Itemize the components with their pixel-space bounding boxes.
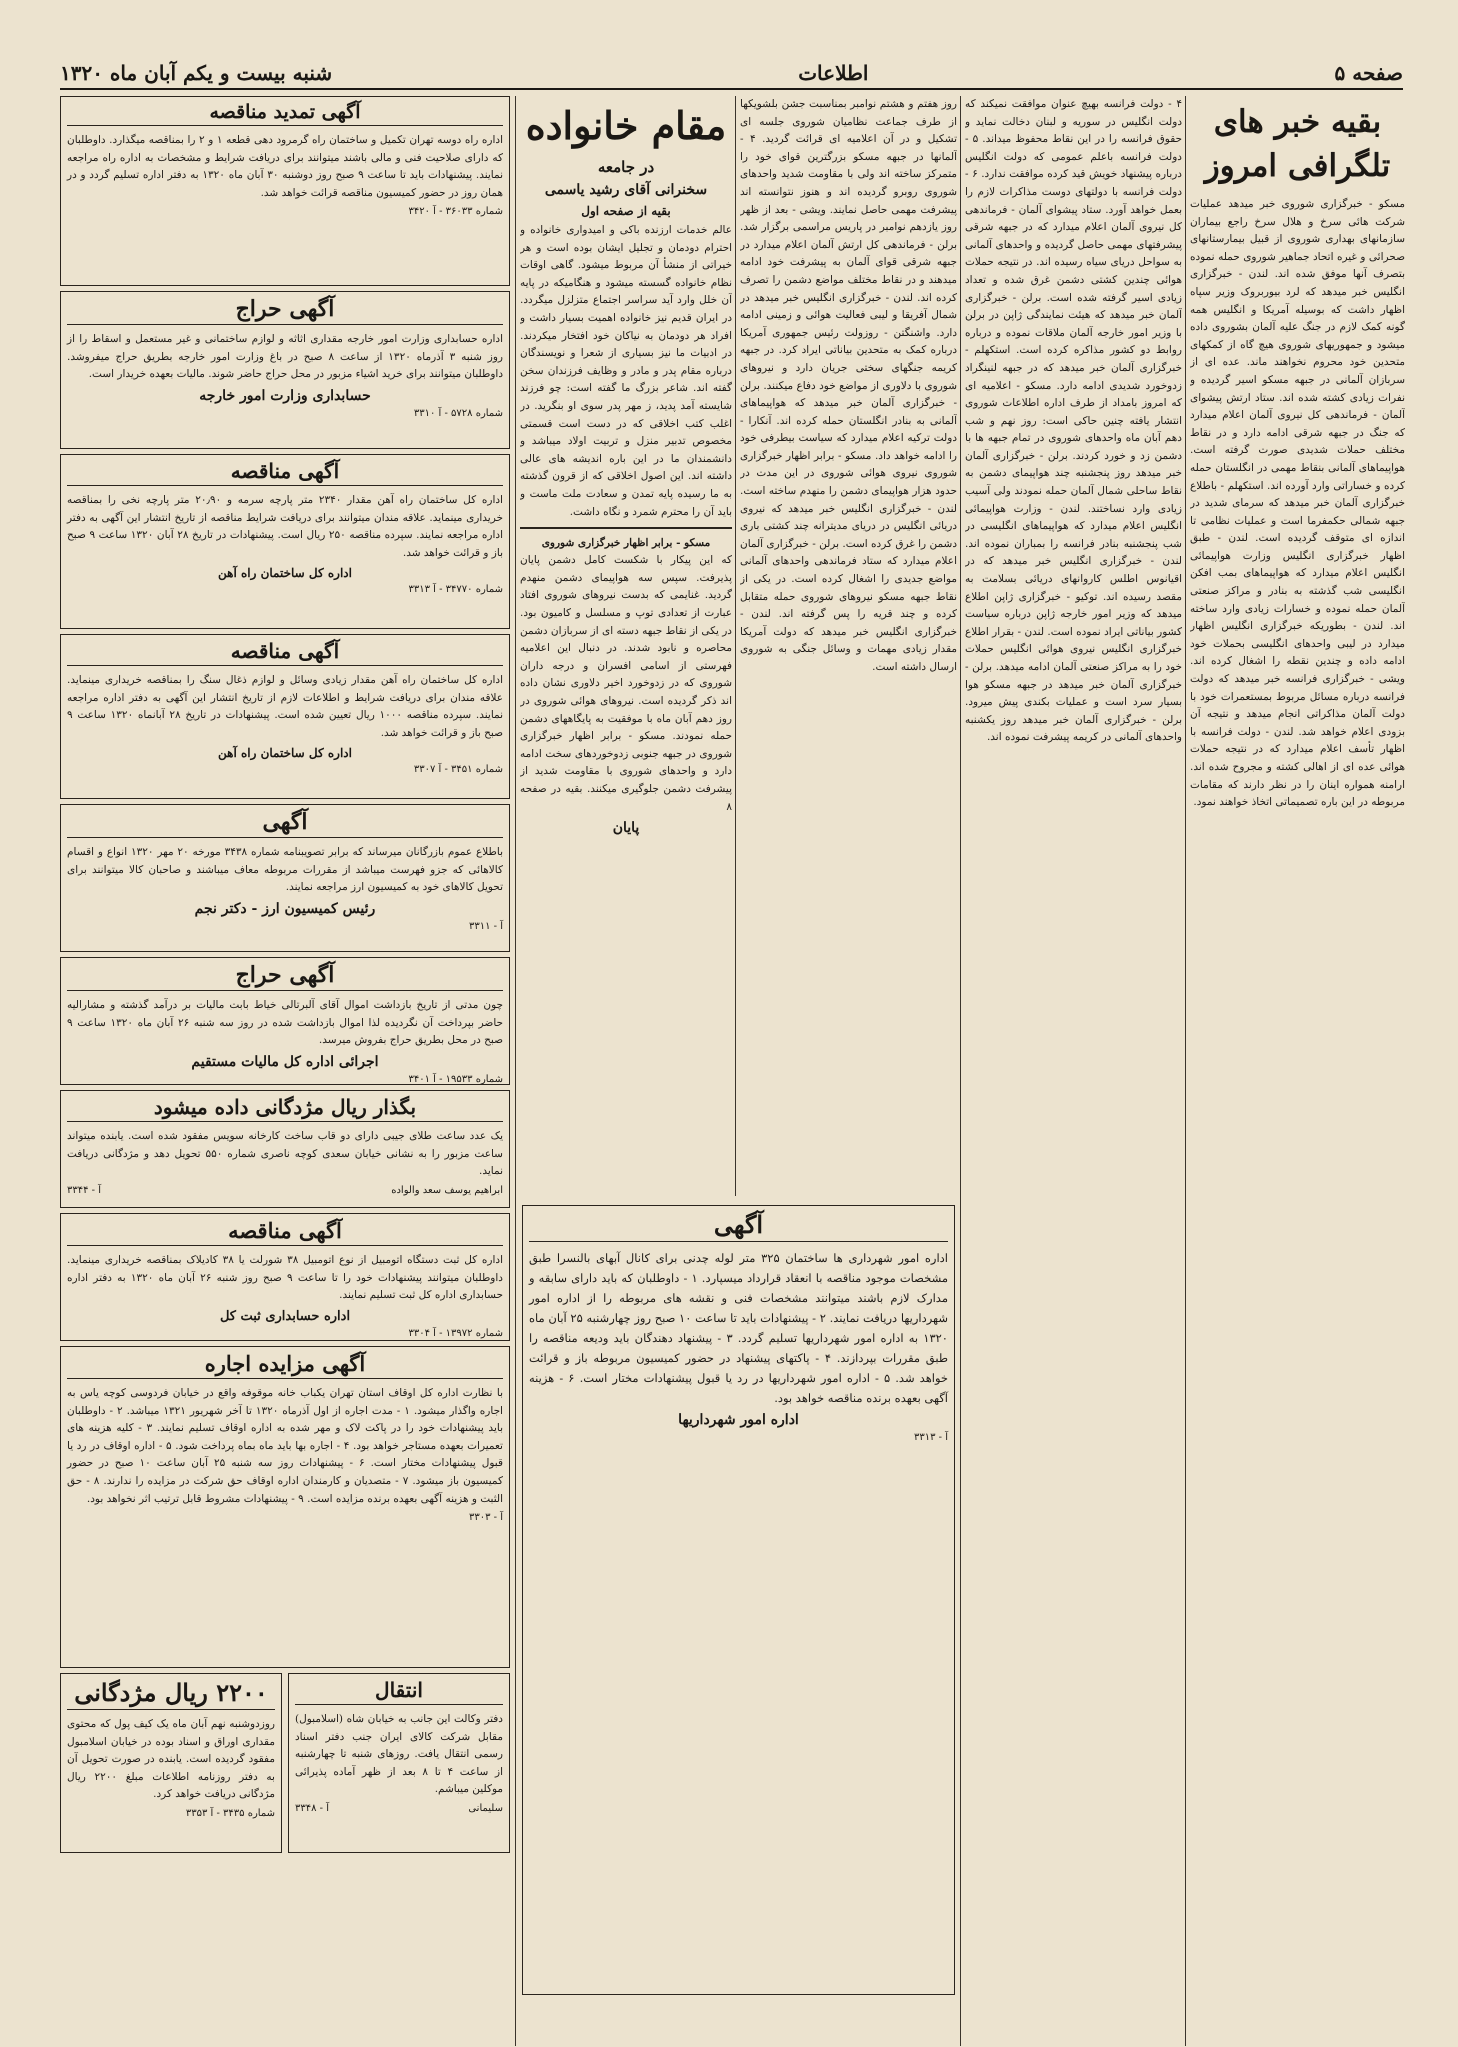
ad-reference [67, 1512, 503, 1523]
ad-signature: رئیس کمیسیون ارز - دکتر نجم [194, 900, 376, 917]
ad-box [60, 1346, 510, 1668]
ad-number: آ - ۳۳۴۸ [295, 1802, 329, 1814]
ad-reference [295, 1803, 503, 1814]
column-rule [515, 96, 516, 2046]
ad-number: شماره ۳۴۵۱ - آ ۳۳۰۷ [413, 764, 503, 776]
ad-reference [67, 921, 503, 932]
ad-number: آ - ۳۳۴۴ [67, 1184, 101, 1196]
continued-from: بقیه از صفحه اول [581, 204, 671, 218]
ad-title: ۲۲۰۰ ریال مژدگانی [67, 1678, 275, 1710]
ad-signature: ابراهیم یوسف سعد والواده [391, 1184, 503, 1196]
ad-signature: اداره کل ساختمان راه آهن [218, 566, 352, 581]
ad-body: اداره راه دوسه تهران تکمیل و ساختمان راه گرمرود دهی قطعه ۱ و ۲ را بمناقصه میگذارد. داوطلبان که دارای صلاحیت فنی و مالی باشند میتوانند برای دریافت شرایط و مشخصات به اداره راه مراجعه نمایند. پیشنهادات باید تا ساعت ۹ صبح روز دوشنبه ۳۰ آبان ماه ۱۳۲۰ به دفتر اداره تسلیم گردد و در همان روز در حضور کمیسیون مناقصه قرائت خواهد شد. [67, 134, 504, 199]
ad-reference [67, 1328, 503, 1339]
headline: بقیه خبر های تلگرافی امروز [1204, 104, 1391, 184]
ad-title: آگهی مناقصه [67, 639, 503, 666]
news-title: مسکو - برابر اظهار خبرگزاری شوروی [541, 536, 711, 549]
ad-signature: حسابداری وزارت امور خارجه [199, 387, 371, 404]
ad-reference [529, 1432, 948, 1443]
ad-title: آگهی مناقصه [67, 459, 503, 486]
newspaper-name: اطلاعات [798, 61, 869, 85]
ad-number: شماره ۱۹۵۳۳ - آ ۳۴۰۱ [408, 1073, 503, 1085]
ad-box [60, 804, 510, 952]
ad-signature: اداره کل ساختمان راه آهن [218, 746, 352, 761]
ad-title: آگهی مزایده اجاره [67, 1351, 503, 1379]
ad-body: دفتر وکالت این جانب به خیابان شاه (اسلامبول) مقابل شرکت کالای ایران جنب دفتر اسناد رسمی انتقال یافت. روزهای شنبه تا چهارشنبه از ساعت ۴ تا ۸ بعد از ظهر آماده پذیرائی موکلین میباشم. [295, 1713, 503, 1796]
ad-number: آ - ۳۳۱۱ [469, 920, 503, 932]
ad-number: شماره ۱۳۹۷۲ - آ ۳۳۰۴ [408, 1327, 503, 1339]
news-column-2 [965, 96, 1182, 2046]
divider [520, 527, 732, 529]
ad-box [60, 1673, 282, 1853]
ad-reference [67, 1808, 275, 1819]
ad-title: آگهی تمدید مناقصه [67, 101, 503, 126]
ad-box [60, 1090, 510, 1208]
ad-title: آگهی مناقصه [67, 1218, 503, 1246]
ad-reference [67, 206, 503, 217]
bottom-ads-row [60, 1673, 510, 1853]
ad-reference [67, 764, 503, 775]
ad-title: آگهی [529, 1210, 948, 1242]
ad-body: اداره حسابداری وزارت امور خارجه مقداری اثاثه و لوازم ساختمانی و غیر مستعمل و اسقاط را از روز شنبه ۳ آذرماه ۱۳۲۰ از ساعت ۸ صبح در باغ وزارت امور خارجه بطریق حراج میفروشد. داوطلبان میتوانند برای خرید اشیاء مزبور در محل حراج حاضر شوند. مالیات بعهده خریدار است. [67, 333, 503, 381]
ad-body: باطلاع عموم بازرگانان میرساند که برابر تصویبنامه شماره ۳۴۳۸ مورخه ۲۰ مهر ۱۳۲۰ انواع و اقسام کالاهائی که جزو فهرست میباشد از مقررات مربوطه معاف میباشند و صاحبان کالا میتوانند برای تحویل کالاهای خود به کمیسیون ارز مراجعه نمایند. [67, 846, 504, 894]
ad-title: آگهی حراج [67, 962, 503, 991]
ad-title: آگهی [67, 809, 503, 838]
feature-column [520, 96, 732, 1196]
ad-box [288, 1673, 510, 1853]
news-column-1 [1190, 96, 1405, 2046]
column-rule [1185, 96, 1186, 2046]
ads-column [60, 96, 510, 2046]
ad-body: اداره کل ساختمان راه آهن مقدار ۲۳۴۰ متر پارچه سرمه و ۲۰٫۹۰ متر پارچه نخی را بمناقصه خریداری مینماید. علاقه مندان میتوانند برای دریافت شرایط مناقصه از تاریخ انتشار این آگهی به دفتر اداره مراجعه نمایند. سپرده مناقصه ۲۵۰ ریال است. پیشنهادات در تاریخ ۲۸ آبان ۱۳۲۰ ساعت ۹ صبح باز و قرائت خواهد شد. [67, 494, 503, 559]
feature-body: عالم خدمات ارزنده باکی و امیدواری خانواده و احترام دودمان و تجلیل ایشان بوده است و هر خیراتی از منشأ آن مربوط میشود. گاهی اوقات نظام خانواده گسسته میشود و هنگامیکه در پایه آن خلل وارد آید سراسر اجتماع متزلزل میگردد. در ایران قدیم نیز خانواده اهمیت بسیار داشت و افراد هر دودمان به نیاکان خود افتخار میکردند. در ادبیات ما نیز بسیاری از شعرا و نویسندگان درباره مقام پدر و مادر و وظایف فرزندان سخن گفته اند. شاعر بزرگ ما گفته است: چو فرزند شایسته آمد پدید، ز مهر پدر سوی او بنگرید. در اغلب کتب اخلاقی که در دست است قسمتی مخصوص تدبیر منزل و تربیت اولاد میباشد و دانشمندان ما در این باره اندیشه های عالی داشته اند. این اصول اخلاقی که از قرون گذشته به ما رسیده پایه تمدن و سعادت ملت ماست و باید آن را محترم شمرد و نگاه داشت. [520, 224, 732, 518]
ad-title: آگهی حراج [67, 296, 503, 325]
feature-title: مقام خانواده [525, 103, 727, 148]
ad-body: یک عدد ساعت طلای جیبی دارای دو قاب ساخت کارخانه سویس مفقود شده است. یابنده میتواند ساعت مزبور را به نشانی خیابان سعدی کوچه ناصری شماره ۵۵۰ تحویل دهد و مژدگانی دریافت نماید. [67, 1130, 503, 1178]
date-line: شنبه بیست و یکم آبان ماه ۱۳۲۰ [60, 61, 333, 85]
ad-body: اداره کل ثبت دستگاه اتومبیل از نوع اتومبیل ۳۸ شورلت یا ۳۸ کادیلاک بمناقصه خریداری مینماید. داوطلبان میتوانند پیشنهادات خود را تا ساعت ۹ صبح روز شنبه ۲۶ آبان ماه ۱۳۲۰ به دفتر اداره حسابداری اداره کل ثبت تسلیم نمایند. [67, 1254, 503, 1302]
ad-reference [67, 584, 503, 595]
ad-box [60, 96, 510, 286]
page-number: صفحه ۵ [1334, 61, 1403, 85]
ad-signature: اداره حسابداری ثبت کل [219, 1308, 351, 1324]
news-column-3 [740, 96, 957, 1196]
ad-title: انتقال [295, 1678, 503, 1705]
end-marker: پایان [612, 820, 640, 837]
ad-body: با نظارت اداره کل اوقاف استان تهران یکباب خانه موقوفه واقع در خیابان فردوسی کوچه یاس به اجاره واگذار میشود. ۱ - مدت اجاره از اول آذرماه ۱۳۲۰ تا آخر شهریور ۱۳۲۱ میباشد. ۲ - داوطلبان باید پیشنهادات خود را در پاکت لاک و مهر شده به اداره اوقاف تسلیم نمایند. ۳ - کلیه هزینه های تعمیرات بعهده مستاجر خواهد بود. ۴ - اجاره بها باید ماه بماه پرداخت شود. ۵ - اداره اوقاف در رد یا قبول پیشنهادات مختار است. ۶ - پیشنهادات روز سه شنبه ۲۵ آبان ساعت ۱۰ صبح در حضور کمیسیون باز میشود. ۷ - متصدیان و کارمندان اداره اوقاف حق شرکت در مزایده را ندارند. ۸ - حق الثبت و هزینه آگهی بعهده برنده مزایده است. ۹ - پیشنهادات مشروط قابل ترتیب اثر نخواهد بود. [67, 1387, 503, 1505]
ad-box [60, 454, 510, 629]
ad-box [60, 291, 510, 449]
ad-box [60, 1213, 510, 1341]
ad-number: شماره ۳۴۳۵ - آ ۳۳۵۳ [185, 1807, 275, 1819]
article-body: ۴ - دولت فرانسه بهیچ عنوان موافقت نمیکند که دولت انگلیس در سوریه و لبنان دخالت نماید و حقوق فرانسه را در این نقاط محفوظ میداند. ۵ - دولت فرانسه باعلم عمومی که دولت انگلیس درباره پیشنهاد خویش قید کرده موافقت ندارد. ۶ - دولت فرانسه با دولتهای دوست مذاکرات لازم را بعمل خواهد آورد. ستاد پیشوای آلمان - فرماندهی کل نیروی آلمان اعلام میدارد که در جبهه شرقی پیشرفتهای مهمی حاصل گردیده و واحدهای آلمانی به سواحل دریای سیاه رسیده اند. در نتیجه حملات هوائی چندین کشتی دشمن غرق شده و تعداد زیادی اسیر گرفته شده است. برلن - خبرگزاری آلمان خبر میدهد که هیئت نمایندگی ژاپن در برلن با وزیر امور خارجه آلمان ملاقات نموده و درباره روابط دو کشور مذاکره کرده است. استکهلم - خبرگزاری آلمان خبر میدهد که در جبهه لنینگراد زدوخورد شدیدی ادامه دارد. مسکو - اعلامیه ای که امروز بامداد از طرف اداره اطلاعات شوروی انتشار یافته چنین حاکی است: روز نهم و شب دهم آبان ماه واحدهای شوروی در تمام جبهه ها با دشمن زد و خورد کردند. برلن - خبرگزاری آلمان خبر میدهد روز پنجشنبه چند هواپیمای دشمن به نقاط ساحلی شمال آلمان حمله نمودند ولی آسیب زیادی وارد نساختند. لندن - وزارت هواپیمائی انگلیس اعلام میدارد که هواپیماهای انگلیسی در شب پنجشنبه بنادر فرانسه را بمباران نموده اند. لندن - خبرگزاری انگلیس خبر میدهد که در اقیانوس اطلس کاروانهای دریائی بسلامت به مقصد رسیده اند. توکیو - خبرگزاری ژاپن اطلاع میدهد که وزیر امور خارجه ژاپن درباره سیاست کشور بیاناتی ایراد نموده است. لندن - بقرار اطلاع خبرگزاری انگلیس نیروی هوائی انگلیس حملات خود را به مراکز صنعتی آلمان ادامه میدهد. برلن - خبرگزاری آلمان خبر میدهد در جبهه مسکو هوا بسیار سرد است و عملیات بکندی پیش میرود. برلن - خبرگزاری آلمان خبر میدهد روز یکشنبه واحدهای آلمانی در کریمه پیشرفت نموده اند. [965, 98, 1182, 744]
ad-number: شماره ۳۶۰۳۳ - آ ۳۴۲۰ [408, 206, 503, 218]
ad-number: شماره ۵۷۲۸ - آ ۳۳۱۰ [413, 407, 503, 419]
ad-box [60, 957, 510, 1085]
ad-number: آ - ۳۳۱۳ [914, 1432, 948, 1443]
page-header [60, 58, 1403, 90]
ad-number: شماره ۳۴۷۷۰ - آ ۳۳۱۳ [408, 584, 503, 596]
ad-body: اداره امور شهرداری ها ساختمان ۳۲۵ متر لوله چدنی برای کانال آبهای بالنسرا طبق مشخصات موجود مناقصه با انعقاد قرارداد میسپارد. ۱ - داوطلبان که باید دارای سابقه و مدارک لازم باشند میتوانند مشخصات فنی و نقشه های مربوطه را از اداره امور شهرداریها دریافت نمایند. ۲ - پیشنهادات باید تا ساعت ۱۰ صبح روز چهارشنبه ۲۵ آبان ماه ۱۳۲۰ به اداره امور شهرداریها تسلیم گردد. ۳ - پیشنهاد دهندگان باید ودیعه مناقصه را طبق مقررات بپردازند. ۴ - پاکتهای پیشنهاد در حضور کمیسیون مربوطه باز و قرائت خواهد شد. ۵ - اداره امور شهرداریها در رد یا قبول پیشنهادات مختار است. ۶ - هزینه آگهی بعهده برنده مناقصه خواهد بود. [529, 1251, 949, 1405]
column-rule [735, 96, 736, 1196]
ad-body: اداره کل ساختمان راه آهن مقدار زیادی وسائل و لوازم ذغال سنگ را بمناقصه خریداری مینماید. علاقه مندان برای دریافت شرایط و اطلاعات لازم از تاریخ انتشار این آگهی به دفتر اداره مراجعه نمایند. سپرده مناقصه ۱۰۰۰ ریال تعیین شده است. پیشنهادات در تاریخ ۲۸ آبانماه ۱۳۲۰ ساعت ۹ صبح باز و قرائت خواهد شد. [67, 674, 504, 739]
ad-reference [67, 408, 503, 419]
ad-signature: سلیمانی [468, 1802, 503, 1814]
ad-reference [67, 1074, 503, 1085]
article-body: روز هفتم و هشتم نوامبر بمناسبت جشن بلشویکها از طرف جماعت نظامیان شوروی جلسه ای تشکیل و در آن اعلامیه ای قرائت گردید. ۴ - آلمانها در جبهه مسکو بزرگترین قوای خود را متمرکز ساخته اند ولی با مقاومت شدید واحدهای شوروی روبرو گردیده اند و هنوز نتوانسته اند پیشرفت مهمی حاصل نمایند. ویشی - بعد از ظهر روز یازدهم نوامبر در پاریس مراسمی برگزار شد. برلن - فرماندهی کل ارتش آلمان اعلام میدارد در جبهه شرقی قوای آلمان به پیشرفت خود ادامه میدهند و در نقاط مختلف مواضع دشمن را تصرف کرده اند. لندن - خبرگزاری انگلیس خبر میدهد در شمال آفریقا و لیبی فعالیت هوائی و زمینی ادامه دارد. واشنگتن - روزولت رئیس جمهوری آمریکا درباره کمک به متحدین بیاناتی ایراد کرد. در جبهه کریمه جنگهای سختی جریان دارد و نیروهای شوروی با دلاوری از مواضع خود دفاع میکنند. برلن - خبرگزاری آلمان خبر میدهد که هواپیماهای آلمانی به بنادر انگلستان حمله کرده اند. آنکارا - دولت ترکیه اعلام میدارد که سیاست بیطرفی خود را ادامه خواهد داد. مسکو - برابر اظهار خبرگزاری شوروی نیروی هوائی شوروی در این مدت در حدود هزار هواپیمای دشمن را منهدم ساخته است. لندن - خبرگزاری انگلیس خبر میدهد که نیروی دریائی انگلیس در دریای مدیترانه چند کشتی باری دشمن را غرق کرده است. برلن - خبرگزاری آلمان اعلام میدارد که ستاد فرماندهی واحدهای آلمانی مواضع جدیدی را اشغال کرده است. در یکی از نقاط جبهه مسکو نیروهای شوروی حمله متقابل کرده و چند قریه را پس گرفته اند. لندن - خبرگزاری انگلیس خبر میدهد که دولت آمریکا مقدار زیادی مهمات و وسائل جنگی به شوروی ارسال داشته است. [740, 98, 957, 673]
ad-signature: اداره امور شهرداریها [678, 1412, 799, 1428]
ad-title: بگذار ریال مژدگانی داده میشود [67, 1095, 503, 1122]
ad-notice-box [522, 1205, 955, 1995]
feature-speaker: سخنرانی آقای رشید یاسمی [544, 182, 708, 198]
ad-number: آ - ۳۳۰۳ [469, 1512, 503, 1524]
ad-signature: اجرائی اداره کل مالیات مستقیم [191, 1053, 379, 1070]
ad-body: چون مدتی از تاریخ بازداشت اموال آقای آلبرتالی خیاط بابت مالیات بر درآمد گذشته و مشارالیه حاضر بپرداخت آن نگردیده لذا اموال بازداشت شده در روز سه شنبه ۲۶ آبان ماه ۱۳۲۰ ساعت ۹ صبح در محل بطریق حراج بفروش میرسد. [67, 999, 504, 1047]
ad-box [60, 634, 510, 799]
ad-reference [67, 1185, 503, 1196]
column-rule [960, 96, 961, 2046]
news-body: که این پیکار با شکست کامل دشمن پایان پذیرفت. سپس سه هواپیمای دشمن منهدم گردید. غنایمی که بدست نیروهای شوروی افتاد عبارت از تعدادی توپ و مسلسل و کامیون بود. در یکی از نقاط جبهه دسته ای از سربازان دشمن محاصره و نابود شدند. در دنبال این اعلامیه فهرستی از اسامی افسران و درجه داران شوروی که در زدوخورد اخیر دلاوری نشان داده اند ذکر گردیده است. نیروهای هوائی شوروی در روز دهم آبان ماه با موفقیت به پایگاههای دشمن حمله نمودند. مسکو - برابر اظهار خبرگزاری شوروی در جبهه جنوبی زدوخوردهای سخت ادامه دارد و واحدهای شوروی با مقاومت شدید از پیشرفت دشمن جلوگیری میکنند. بقیه در صفحه ۸ [520, 554, 732, 813]
article-body: مسکو - خبرگزاری شوروی خبر میدهد عملیات شرکت هائی سرخ و هلال سرخ راجع بیماران سازمانهای بهداری شوروی از قبیل بیمارستانهای صحرائی و غیره اتحاد جماهیر شوروی حمله نموده بتصرف آنها موفق شده اند. لندن - خبرگزاری انگلیس خبر میدهد که لرد بیوربروک وزیر سپاه اظهار داشت که بوسیله آمریکا و انگلیس همه گونه کمک لازم در جنگ علیه آلمان بشوروی داده میشود و جمهوریهای شوروی هیچ گاه از کمکهای متحدین خود محروم نخواهند ماند. عده ای از سربازان آلمانی در جبهه مسکو اسیر گردیده و نفرات زیادی کشته شده اند. ستاد ارتش پیشوای آلمان - فرماندهی کل نیروی آلمان اعلام میدارد که جنگ در جبهه شرقی ادامه دارد و در نقاط مختلف حملات شدیدی صورت گرفته است. هواپیماهای آلمانی بنقاط مهمی در انگلستان حمله کرده و خساراتی وارد آورده اند. استکهلم - باطلاع خبرگزاری آلمان خبر میدهد که سرمای شدید در جبهه شمالی حکمفرما است و عملیات نظامی تا اندازه ای متوقف گردیده است. لندن - طبق اظهار خبرگزاری انگلیس وزارت هواپیمائی انگلیس اعلام میدارد که هواپیماهای بمب افکن انگلیسی شب گذشته به بنادر و مراکز صنعتی آلمان حمله نموده و خسارات زیادی وارد ساخته اند. لندن - بطوریکه خبرگزاری انگلیس اظهار میدارد در لیبی واحدهای انگلیسی بحملات خود ادامه داده و چندین نقطه را اشغال کرده اند. ویشی - خبرگزاری فرانسه خبر میدهد که دولت فرانسه درباره مسائل مربوط بمستعمرات خود با دولت آلمان مذاکراتی انجام میدهد و نتیجه آن بزودی اعلام خواهد شد. لندن - دولت فرانسه با اظهار تأسف اعلام میدارد که در نتیجه حملات هوائی عده ای از اهالی کشته و مجروح شده اند. ارامنه همواره اینان را در نظر دارند که مقامات مربوطه در این باره تصمیماتی اتخاذ خواهند نمود. [1190, 198, 1405, 809]
ad-body: روزدوشنبه نهم آبان ماه یک کیف پول که محتوی مقداری اوراق و اسناد بوده در خیابان اسلامبول مفقود گردیده است. یابنده در صورت تحویل آن به دفتر روزنامه اطلاعات مبلغ ۲۲۰۰ ریال مژدگانی دریافت خواهد کرد. [67, 1718, 275, 1801]
feature-subtitle: در جامعه [597, 158, 655, 176]
